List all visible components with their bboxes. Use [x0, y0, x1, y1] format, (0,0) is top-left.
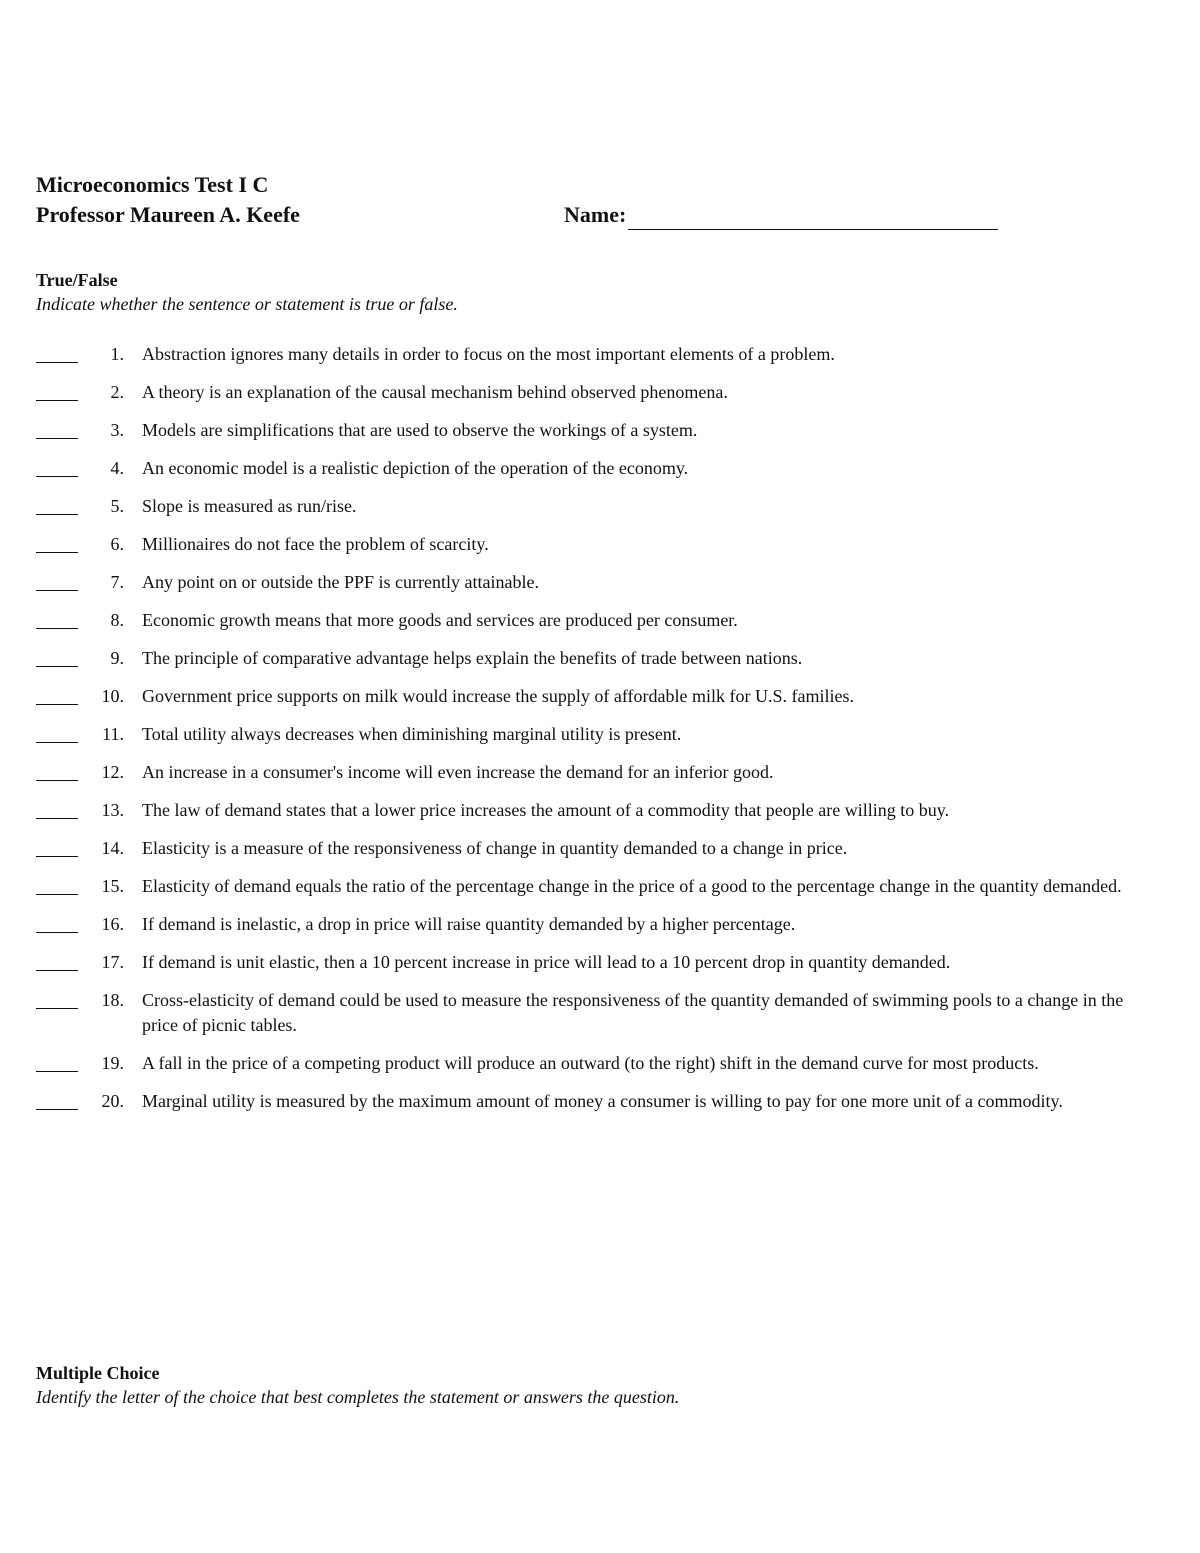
question-text: Any point on or outside the PPF is currently attainable.	[142, 572, 539, 592]
question-item	[36, 988, 1136, 1038]
question-item	[36, 570, 1136, 595]
question-item	[36, 912, 1136, 937]
answer-blank[interactable]	[36, 856, 78, 857]
question-text: Models are simplifications that are used to observe the workings of a system.	[142, 420, 698, 440]
answer-blank[interactable]	[36, 704, 78, 705]
test-header	[36, 170, 1136, 230]
answer-blank[interactable]	[36, 400, 78, 401]
answer-blank[interactable]	[36, 932, 78, 933]
question-text: Economic growth means that more goods and services are produced per consumer.	[142, 610, 738, 630]
question-text: An economic model is a realistic depiction of the operation of the economy.	[142, 458, 689, 478]
true-false-title: True/False	[36, 270, 118, 290]
question-text: Marginal utility is measured by the maximum amount of money a consumer is willing to pay for one more unit of a commodity.	[142, 1091, 1063, 1111]
answer-blank[interactable]	[36, 894, 78, 895]
question-text: If demand is inelastic, a drop in price will raise quantity demanded by a higher percentage.	[142, 914, 796, 934]
question-number: 10.	[101, 686, 124, 706]
question-text: The law of demand states that a lower price increases the amount of a commodity that people are willing to buy.	[142, 800, 950, 820]
question-number: 16.	[101, 914, 124, 934]
answer-blank[interactable]	[36, 438, 78, 439]
question-number: 4.	[110, 458, 124, 478]
question-text: A theory is an explanation of the causal mechanism behind observed phenomena.	[142, 382, 728, 402]
answer-blank[interactable]	[36, 476, 78, 477]
professor-name: Professor Maureen A. Keefe	[36, 202, 300, 227]
question-item	[36, 608, 1136, 633]
question-text: If demand is unit elastic, then a 10 percent increase in price will lead to a 10 percent drop in quantity demanded.	[142, 952, 951, 972]
question-number: 2.	[110, 382, 124, 402]
question-text: Government price supports on milk would increase the supply of affordable milk for U.S. families.	[142, 686, 855, 706]
true-false-instructions: Indicate whether the sentence or statement is true or false.	[36, 294, 458, 314]
true-false-list	[36, 342, 1136, 1127]
question-item	[36, 836, 1136, 861]
question-text: Total utility always decreases when diminishing marginal utility is present.	[142, 724, 682, 744]
answer-blank[interactable]	[36, 1109, 78, 1110]
question-number: 7.	[110, 572, 124, 592]
answer-blank[interactable]	[36, 590, 78, 591]
question-item	[36, 1089, 1136, 1114]
question-item	[36, 456, 1136, 481]
answer-blank[interactable]	[36, 742, 78, 743]
question-number: 11.	[102, 724, 124, 744]
question-text: An increase in a consumer's income will even increase the demand for an inferior good.	[142, 762, 774, 782]
multiple-choice-title: Multiple Choice	[36, 1363, 160, 1383]
question-text: Abstraction ignores many details in order to focus on the most important elements of a problem.	[142, 344, 835, 364]
true-false-header	[36, 268, 1136, 316]
question-item	[36, 494, 1136, 519]
question-item	[36, 760, 1136, 785]
question-number: 3.	[110, 420, 124, 440]
professor-line	[36, 200, 1136, 230]
name-blank-line[interactable]	[628, 205, 998, 230]
question-text: The principle of comparative advantage helps explain the benefits of trade between nations.	[142, 648, 803, 668]
question-text: A fall in the price of a competing product will produce an outward (to the right) shift in the demand curve for most products.	[142, 1053, 1039, 1073]
question-number: 18.	[101, 990, 124, 1010]
question-item	[36, 722, 1136, 747]
question-item	[36, 418, 1136, 443]
question-item	[36, 1051, 1136, 1076]
question-text: Slope is measured as run/rise.	[142, 496, 357, 516]
answer-blank[interactable]	[36, 970, 78, 971]
answer-blank[interactable]	[36, 362, 78, 363]
multiple-choice-header	[36, 1361, 1136, 1409]
test-title: Microeconomics Test I C	[36, 172, 269, 197]
question-number: 5.	[110, 496, 124, 516]
question-text: Millionaires do not face the problem of scarcity.	[142, 534, 489, 554]
question-item	[36, 646, 1136, 671]
question-number: 17.	[101, 952, 124, 972]
question-item	[36, 380, 1136, 405]
question-item	[36, 342, 1136, 367]
question-number: 20.	[101, 1091, 124, 1111]
multiple-choice-instructions: Identify the letter of the choice that best completes the statement or answers the question.	[36, 1387, 680, 1407]
question-number: 8.	[110, 610, 124, 630]
answer-blank[interactable]	[36, 780, 78, 781]
question-number: 13.	[101, 800, 124, 820]
answer-blank[interactable]	[36, 514, 78, 515]
name-label: Name:	[564, 202, 627, 227]
question-number: 1.	[110, 344, 124, 364]
question-number: 14.	[101, 838, 124, 858]
question-item	[36, 684, 1136, 709]
answer-blank[interactable]	[36, 1008, 78, 1009]
question-number: 19.	[101, 1053, 124, 1073]
answer-blank[interactable]	[36, 818, 78, 819]
answer-blank[interactable]	[36, 628, 78, 629]
question-item	[36, 874, 1136, 899]
question-number: 15.	[101, 876, 124, 896]
answer-blank[interactable]	[36, 666, 78, 667]
answer-blank[interactable]	[36, 1071, 78, 1072]
question-number: 12.	[101, 762, 124, 782]
question-item	[36, 532, 1136, 557]
question-number: 6.	[110, 534, 124, 554]
question-item	[36, 950, 1136, 975]
answer-blank[interactable]	[36, 552, 78, 553]
question-text: Elasticity is a measure of the responsiveness of change in quantity demanded to a change in price.	[142, 838, 848, 858]
question-item	[36, 798, 1136, 823]
question-text: Cross-elasticity of demand could be used to measure the responsiveness of the quantity demanded of swimming pools to a change in the price of picnic tables.	[142, 990, 1124, 1035]
name-field	[564, 200, 998, 230]
question-text: Elasticity of demand equals the ratio of the percentage change in the price of a good to the percentage change in the quantity demanded.	[142, 876, 1122, 896]
question-number: 9.	[110, 648, 124, 668]
